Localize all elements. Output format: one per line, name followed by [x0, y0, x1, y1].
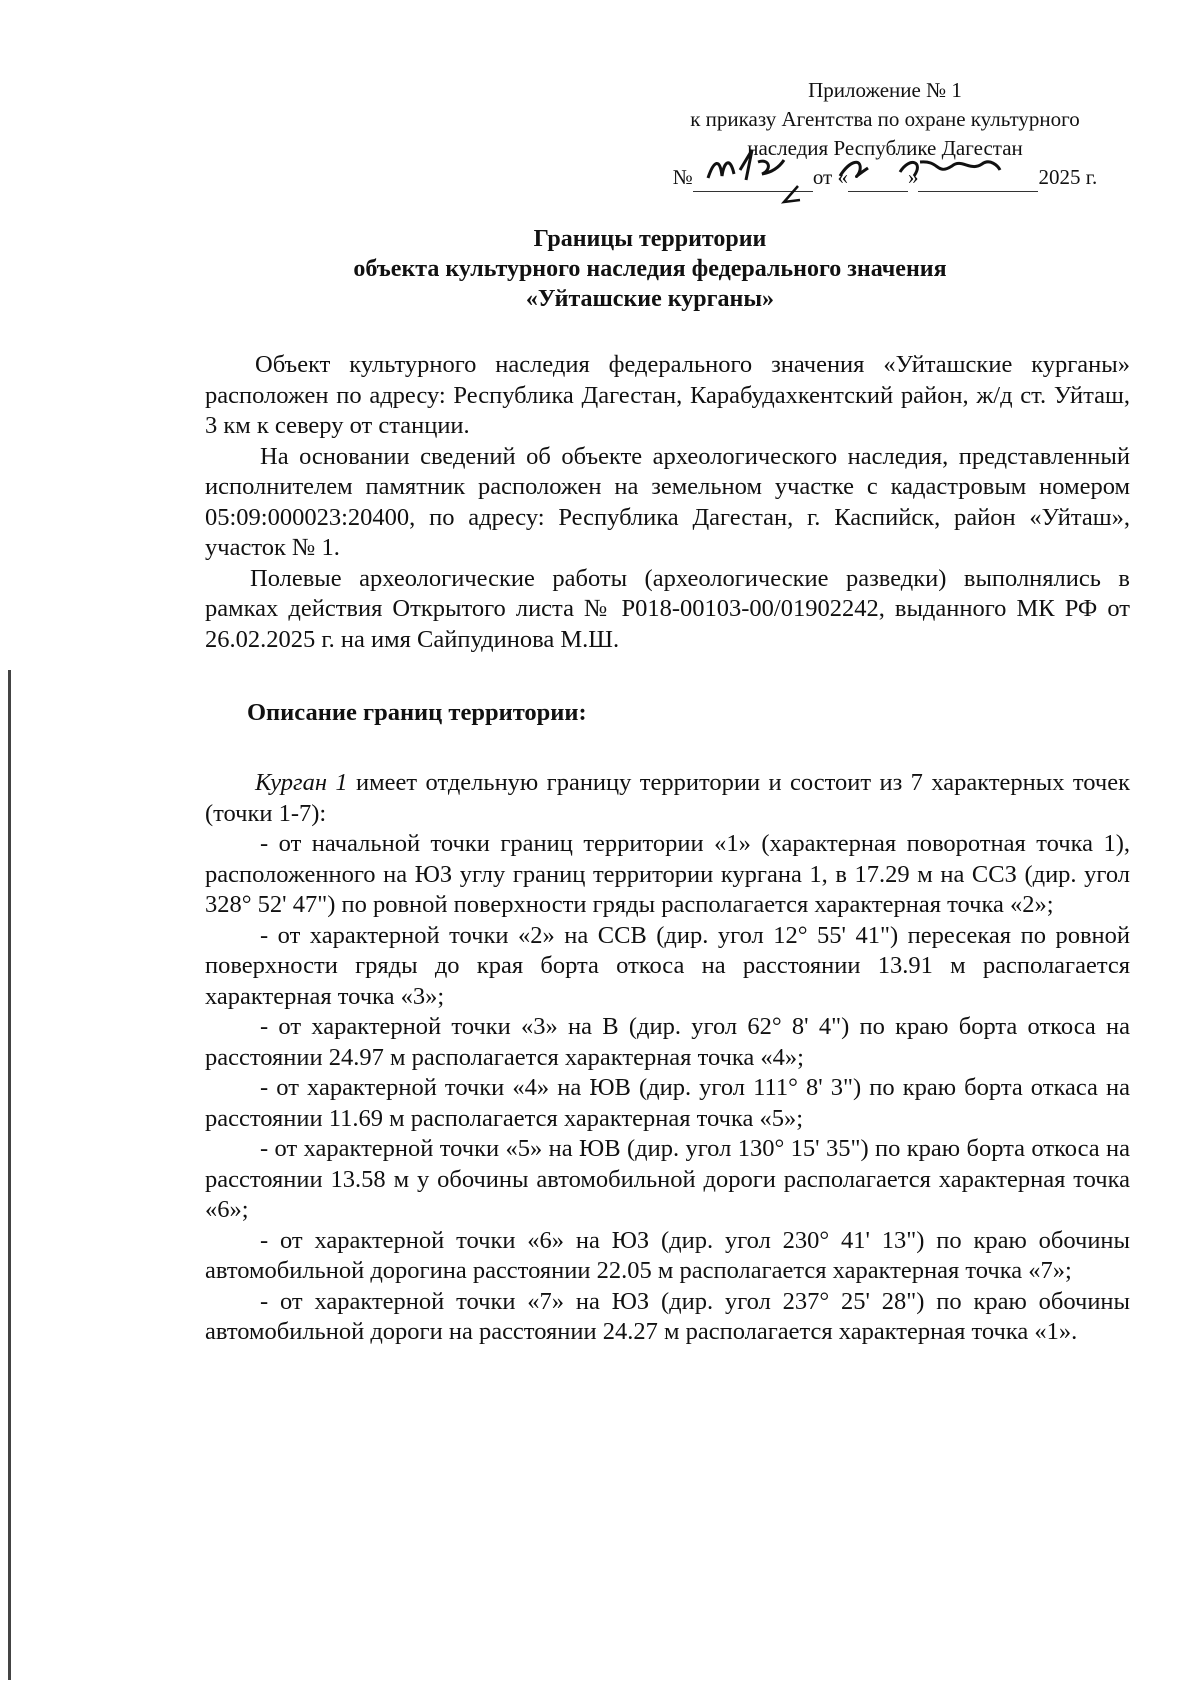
kurgan-1-intro-text: имеет отдельную границу территории и состоит из 7 характерных точек (точки 1-7):: [205, 769, 1130, 827]
title-line-1: Границы территории: [533, 226, 767, 252]
appendix-line-3: наследия Республике Дагестан: [747, 136, 1023, 160]
paragraph-land-plot: На основании сведений об объекте археологического наследия, представленный исполнителем памятник расположен на земельном участке с кадастровым номером 05:09:000023:20400, по адресу: Республика Дагестан, г. Каспийск, район «Уйташ», участок № 1.: [205, 442, 1130, 561]
handwriting-signature: [700, 140, 1060, 210]
document-body: [205, 350, 1130, 1348]
kurgan-1-intro: [205, 768, 1130, 829]
paragraph-object-address: Объект культурного наследия федерального значения «Уйташские курганы» расположен по адресу: Республика Дагестан, Карабудахкентский район, ж/д ст. Уйташ, 3 км к северу от станции.: [205, 351, 1130, 439]
date-close: »: [907, 165, 919, 189]
boundary-item: - от характерной точки «4» на ЮВ (дир. угол 111° 8' 3") по краю борта откаса на расстоянии 11.69 м располагается характерная точка «5»;: [205, 1074, 1130, 1132]
appendix-line-1: Приложение № 1: [808, 78, 962, 102]
number-sign: №: [672, 165, 693, 189]
scan-margin-line: [8, 670, 11, 1680]
document-title: [150, 224, 1150, 314]
boundary-item: - от характерной точки «5» на ЮВ (дир. угол 130° 15' 35") по краю борта откоса на расстоянии 13.58 м у обочины автомобильной дороги располагается характерная точка «6»;: [205, 1135, 1130, 1223]
boundary-item: - от характерной точки «7» на ЮЗ (дир. угол 237° 25' 28") по краю обочины автомобильной дороги на расстоянии 24.27 м располагается характерная точка «1».: [205, 1287, 1130, 1345]
appendix-line-2: к приказу Агентства по охране культурного: [690, 107, 1080, 131]
boundary-item: - от характерной точки «3» на В (дир. угол 62° 8' 4") по краю борта откоса на расстоянии 24.97 м располагается характерная точка «4»;: [205, 1013, 1130, 1071]
title-line-2: объекта культурного наследия федерального значения: [353, 256, 947, 282]
paragraph-field-works: Полевые археологические работы (археологические разведки) выполнялись в рамках действия Открытого листа № Р018-00103-00/01902242, выданного МК РФ от 26.02.2025 г. на имя Сайпудинова М.Ш.: [205, 564, 1130, 653]
boundary-item: - от характерной точки «6» на ЮЗ (дир. угол 230° 41' 13") по краю обочины автомобильной дорогина расстоянии 22.05 м располагается характерная точка «7»;: [205, 1226, 1130, 1284]
title-line-3: «Уйташские курганы»: [525, 286, 775, 312]
section-heading: Описание границ территории:: [247, 699, 587, 726]
boundary-item: - от характерной точки «2» на ССВ (дир. угол 12° 55' 41") пересекая по ровной поверхности гряды до края борта откоса на расстоянии 13.91 м располагается характерная точка «3»;: [205, 921, 1130, 1010]
year: 2025 г.: [1038, 165, 1098, 189]
kurgan-1-label: Курган 1: [255, 769, 348, 796]
date-open: от «: [812, 165, 848, 189]
boundary-item: - от начальной точки границ территории «1» (характерная поворотная точка 1), расположенного на ЮЗ углу границ территории кургана 1, в 17.29 м на ССЗ (дир. угол 328° 52' 47") по ровной поверхности гряды располагается характерная точка «2»;: [205, 830, 1130, 918]
